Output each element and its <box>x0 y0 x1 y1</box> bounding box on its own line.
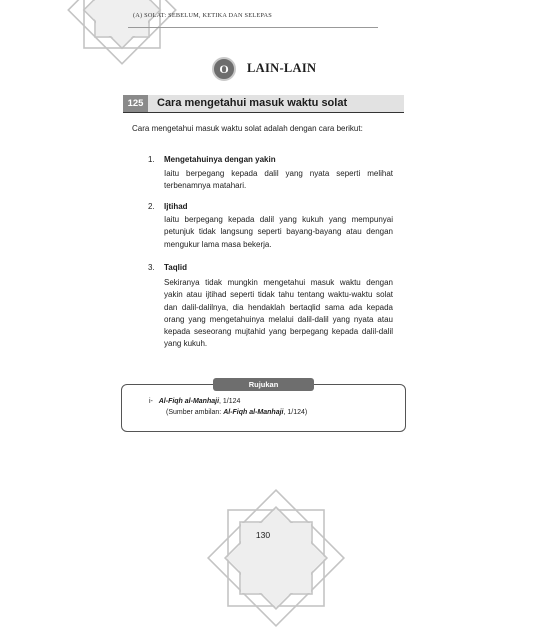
header-rule <box>128 27 378 28</box>
page-number-star-ornament <box>200 482 352 634</box>
source-note-prefix: (Sumber ambilan: <box>166 409 224 416</box>
page-number: 130 <box>255 530 271 540</box>
running-header: (A) SOLAT: SEBELUM, KETIKA DAN SELEPAS <box>133 12 272 19</box>
item-number: 1. <box>148 155 155 164</box>
section-badge: O <box>212 57 236 81</box>
section-title: LAIN-LAIN <box>247 61 317 75</box>
item-body: Iaitu berpegang kepada dalil yang nyata seperti melihat terbenamnya matahari. <box>164 169 393 191</box>
item-title: Taqlid <box>164 263 187 272</box>
intro-paragraph: Cara mengetahui masuk waktu solat adalah dengan cara berikut: <box>132 124 363 133</box>
reference-marker: i- <box>149 398 153 405</box>
corner-star-ornament <box>62 0 182 70</box>
topic-number: 125 <box>123 95 148 112</box>
item-number: 3. <box>148 263 155 272</box>
reference-entry <box>149 396 240 407</box>
reference-title: Al-Fiqh al-Manhaji <box>158 398 220 405</box>
item-title: Mengetahuinya dengan yakin <box>164 155 276 164</box>
source-note-title: Al-Fiqh al-Manhaji <box>223 409 284 416</box>
topic-rule <box>123 112 404 113</box>
reference-suffix: , 1/124 <box>219 398 241 405</box>
source-note-suffix: , 1/124) <box>283 409 308 416</box>
references-label: Rujukan <box>213 378 314 391</box>
reference-source-note <box>166 407 307 418</box>
topic-title: Cara mengetahui masuk waktu solat <box>157 97 348 109</box>
item-title: Ijtihad <box>164 202 188 211</box>
item-body: Iaitu berpegang kepada dalil yang kukuh yang mempunyai petunjuk tidak langsung seperti bayang-bayang atau dengan mengukur lama masa bekerja. <box>164 215 393 249</box>
item-number: 2. <box>148 202 155 211</box>
item-body: Sekiranya tidak mungkin mengetahui masuk waktu dengan yakin atau ijtihad seperti tidak tahu tentang waktu-waktu solat dan dalil-dalilnya, dia hendaklah bertaqlid sama ada kepada orang yang mengetahuinya melalui dalil-dalil yang nyata atau kepada seseorang mujtahid yang berpegang kepada dalil-dalil yang kukuh. <box>164 278 393 349</box>
